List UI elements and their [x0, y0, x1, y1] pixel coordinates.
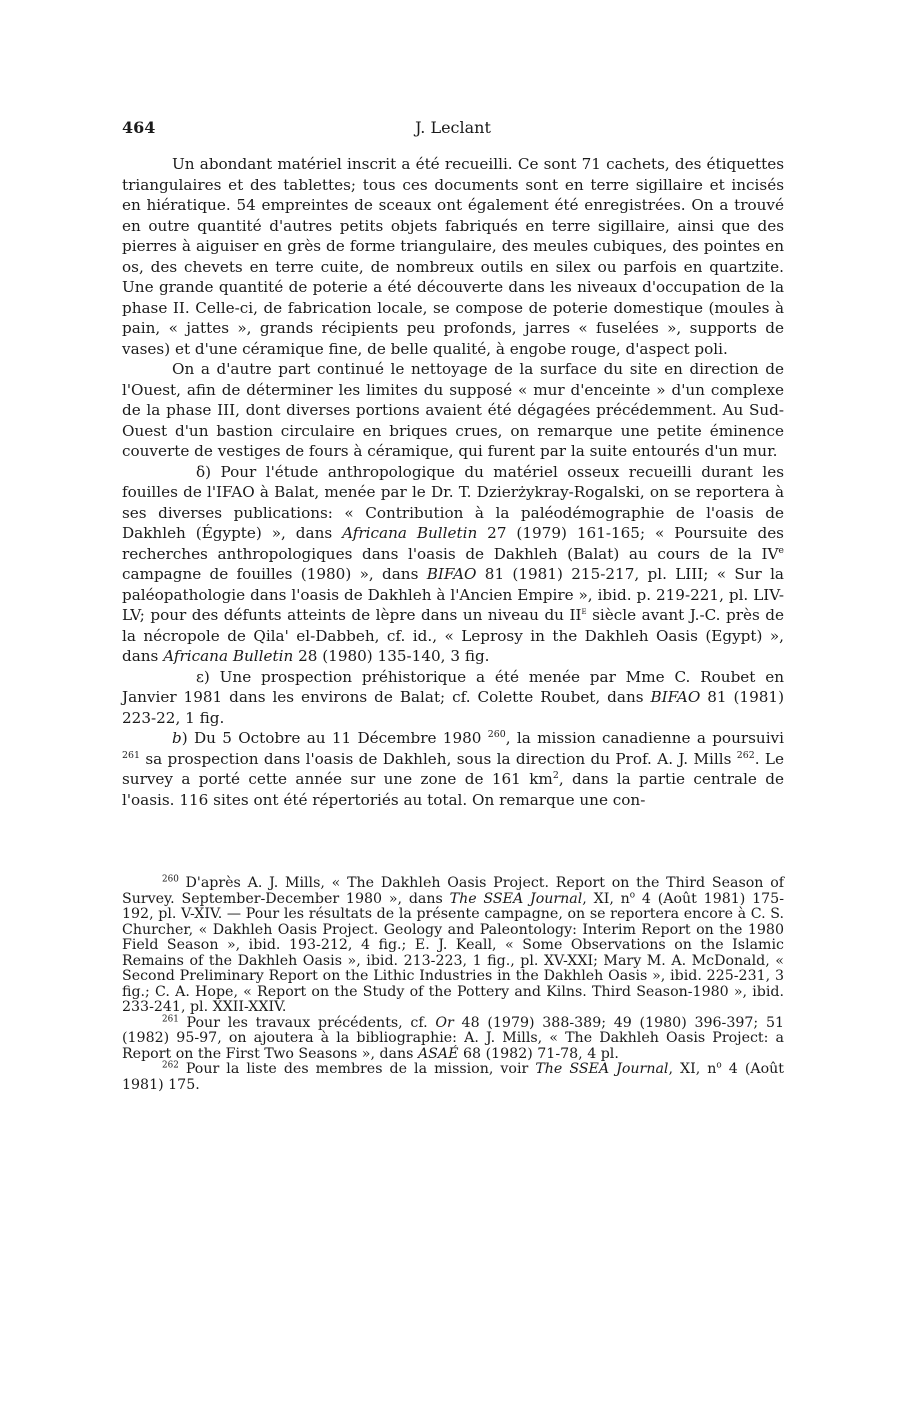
page-header	[122, 118, 784, 140]
paragraph-prehistoric-survey: ε) Une prospection préhistorique a été menée par Mme C. Roubet en Janvier 1981 dans les environs de Balat; cf. Colette Roubet, dans BIFAO 81 (1981) 223-22, 1 fig.	[122, 667, 785, 727]
footnote-261: $^{261}$ Pour les travaux précédents, cf. Or 48 (1979) 388-389; 49 (1980) 396-397; 51 (1982) 95-97, on ajoutera à la bibliographie: A. J. Mills, « The Dakhleh Oasis Project: a Report on the First Two Seasons », dans ASAÉ 68 (1982) 71-78, 4 pl.	[122, 1013, 785, 1062]
footnotes	[122, 876, 784, 1093]
paragraph-inscribed-material: Un abondant matériel inscrit a été recueilli. Ce sont 71 cachets, des étiquettes triangulaires et des tablettes; tous ces documents sont en terre sigillaire et incisés en hiératique. 54 empreintes de sceaux ont également été enregistrées. On a trouvé en outre quantité d'autres petits objets fabriqués en terre sigillaire, ainsi que des pierres à aiguiser en grès de forme triangulaire, des meules cubiques, des pointes en os, des chevets en terre cuite, de nombreux outils en silex ou parfois en quartzite. Une grande quantité de poterie a été découverte dans les niveaux d'occupation de la phase II. Celle-ci, de fabrication locale, se compose de poterie domestique (moules à pain, « jattes », grands récipients peu profonds, jarres « fuselées », supports de vases) et d'une céramique fine, de belle qualité, à engobe rouge, d'aspect poli.	[122, 155, 784, 358]
paragraph-canadian-mission: b) Du 5 Octobre au 11 Décembre 1980 $^{260}$, la mission canadienne a poursuivi $^{261}$ sa prospection dans l'oasis de Dakhleh, sous la direction du Prof. A. J. Mills $^{262}$. Le survey a porté cette année sur une zone de 161 $km^2$, dans la partie centrale de l'oasis. 116 sites ont été répertoriés au total. On remarque une con-	[122, 728, 784, 809]
body-text	[122, 154, 784, 810]
page-number: 464	[122, 118, 156, 137]
running-head: J. Leclant	[415, 118, 491, 137]
footnote-260: $^{260}$ D'après A. J. Mills, « The Dakhleh Oasis Project. Report on the Third Season of Survey. September-December 1980 », dans The SSEA Journal, XI, $n^o$ 4 (Août 1981) 175-192, pl. V-XIV. — Pour les résultats de la présente campagne, on se reportera encore à C. S. Churcher, « Dakhleh Oasis Project. Geology and Paleontology: Interim Report on the 1980 Field Season », ibid. 193-212, 4 fig.; E. J. Keall, « Some Observations on the Islamic Remains of the Dakhleh Oasis », ibid. 213-223, 1 fig., pl. XV-XXI; Mary M. A. McDonald, « Second Preliminary Report on the Lithic Industries in the Dakhleh Oasis », ibid. 225-231, 3 fig.; C. A. Hope, « Report on the Study of the Pottery and Kilns. Third Season-1980 », ibid. 233-241, pl. XXII-XXIV.	[122, 874, 785, 1015]
page	[122, 118, 784, 1093]
footnote-ref-261[interactable]: 261	[122, 749, 140, 761]
footnote-ref-262[interactable]: 262	[736, 749, 755, 761]
footnote-262: $^{262}$ Pour la liste des membres de la mission, voir The SSEA Journal, XI, $n^o$ 4 (Août 1981) 175.	[122, 1060, 784, 1093]
footnote-ref-260[interactable]: 260	[487, 728, 506, 740]
paragraph-anthropology: δ) Pour l'étude anthropologique du matériel osseux recueilli durant les fouilles de l'IFAO à Balat, menée par le Dr. T. Dzierżykray-Rogalski, on se reportera à ses diverses publications: « Contribution à la paléodémographie de l'oasis de Dakhleh (Égypte) », dans Africana Bulletin 27 (1979) 161-165; « Poursuite des recherches anthropologiques dans l'oasis de Dakhleh (Balat) au cours de la IVe campagne de fouilles (1980) », dans BIFAO 81 (1981) 215-217, pl. LIII; « Sur la paléopathologie dans l'oasis de Dakhleh à l'Ancien Empire », ibid. p. 219-221, pl. LIV-LV; pour des défunts atteints de lèpre dans un niveau du IIe siècle avant J.-C. près de la nécropole de Qila' el-Dabbeh, cf. id., « Leprosy in the Dakhleh Oasis (Egypt) », dans Africana Bulletin 28 (1980) 135-140, 3 fig.	[122, 462, 784, 665]
paragraph-surface-cleaning: On a d'autre part continué le nettoyage de la surface du site en direction de l'Ouest, afin de déterminer les limites du supposé « mur d'enceinte » d'un complexe de la phase III, dont diverses portions avaient été dégagées précédemment. Au Sud-Ouest d'un bastion circulaire en briques crues, on remarque une petite éminence couverte de vestiges de fours à céramique, qui furent par la suite entourés d'un mur.	[122, 360, 784, 460]
